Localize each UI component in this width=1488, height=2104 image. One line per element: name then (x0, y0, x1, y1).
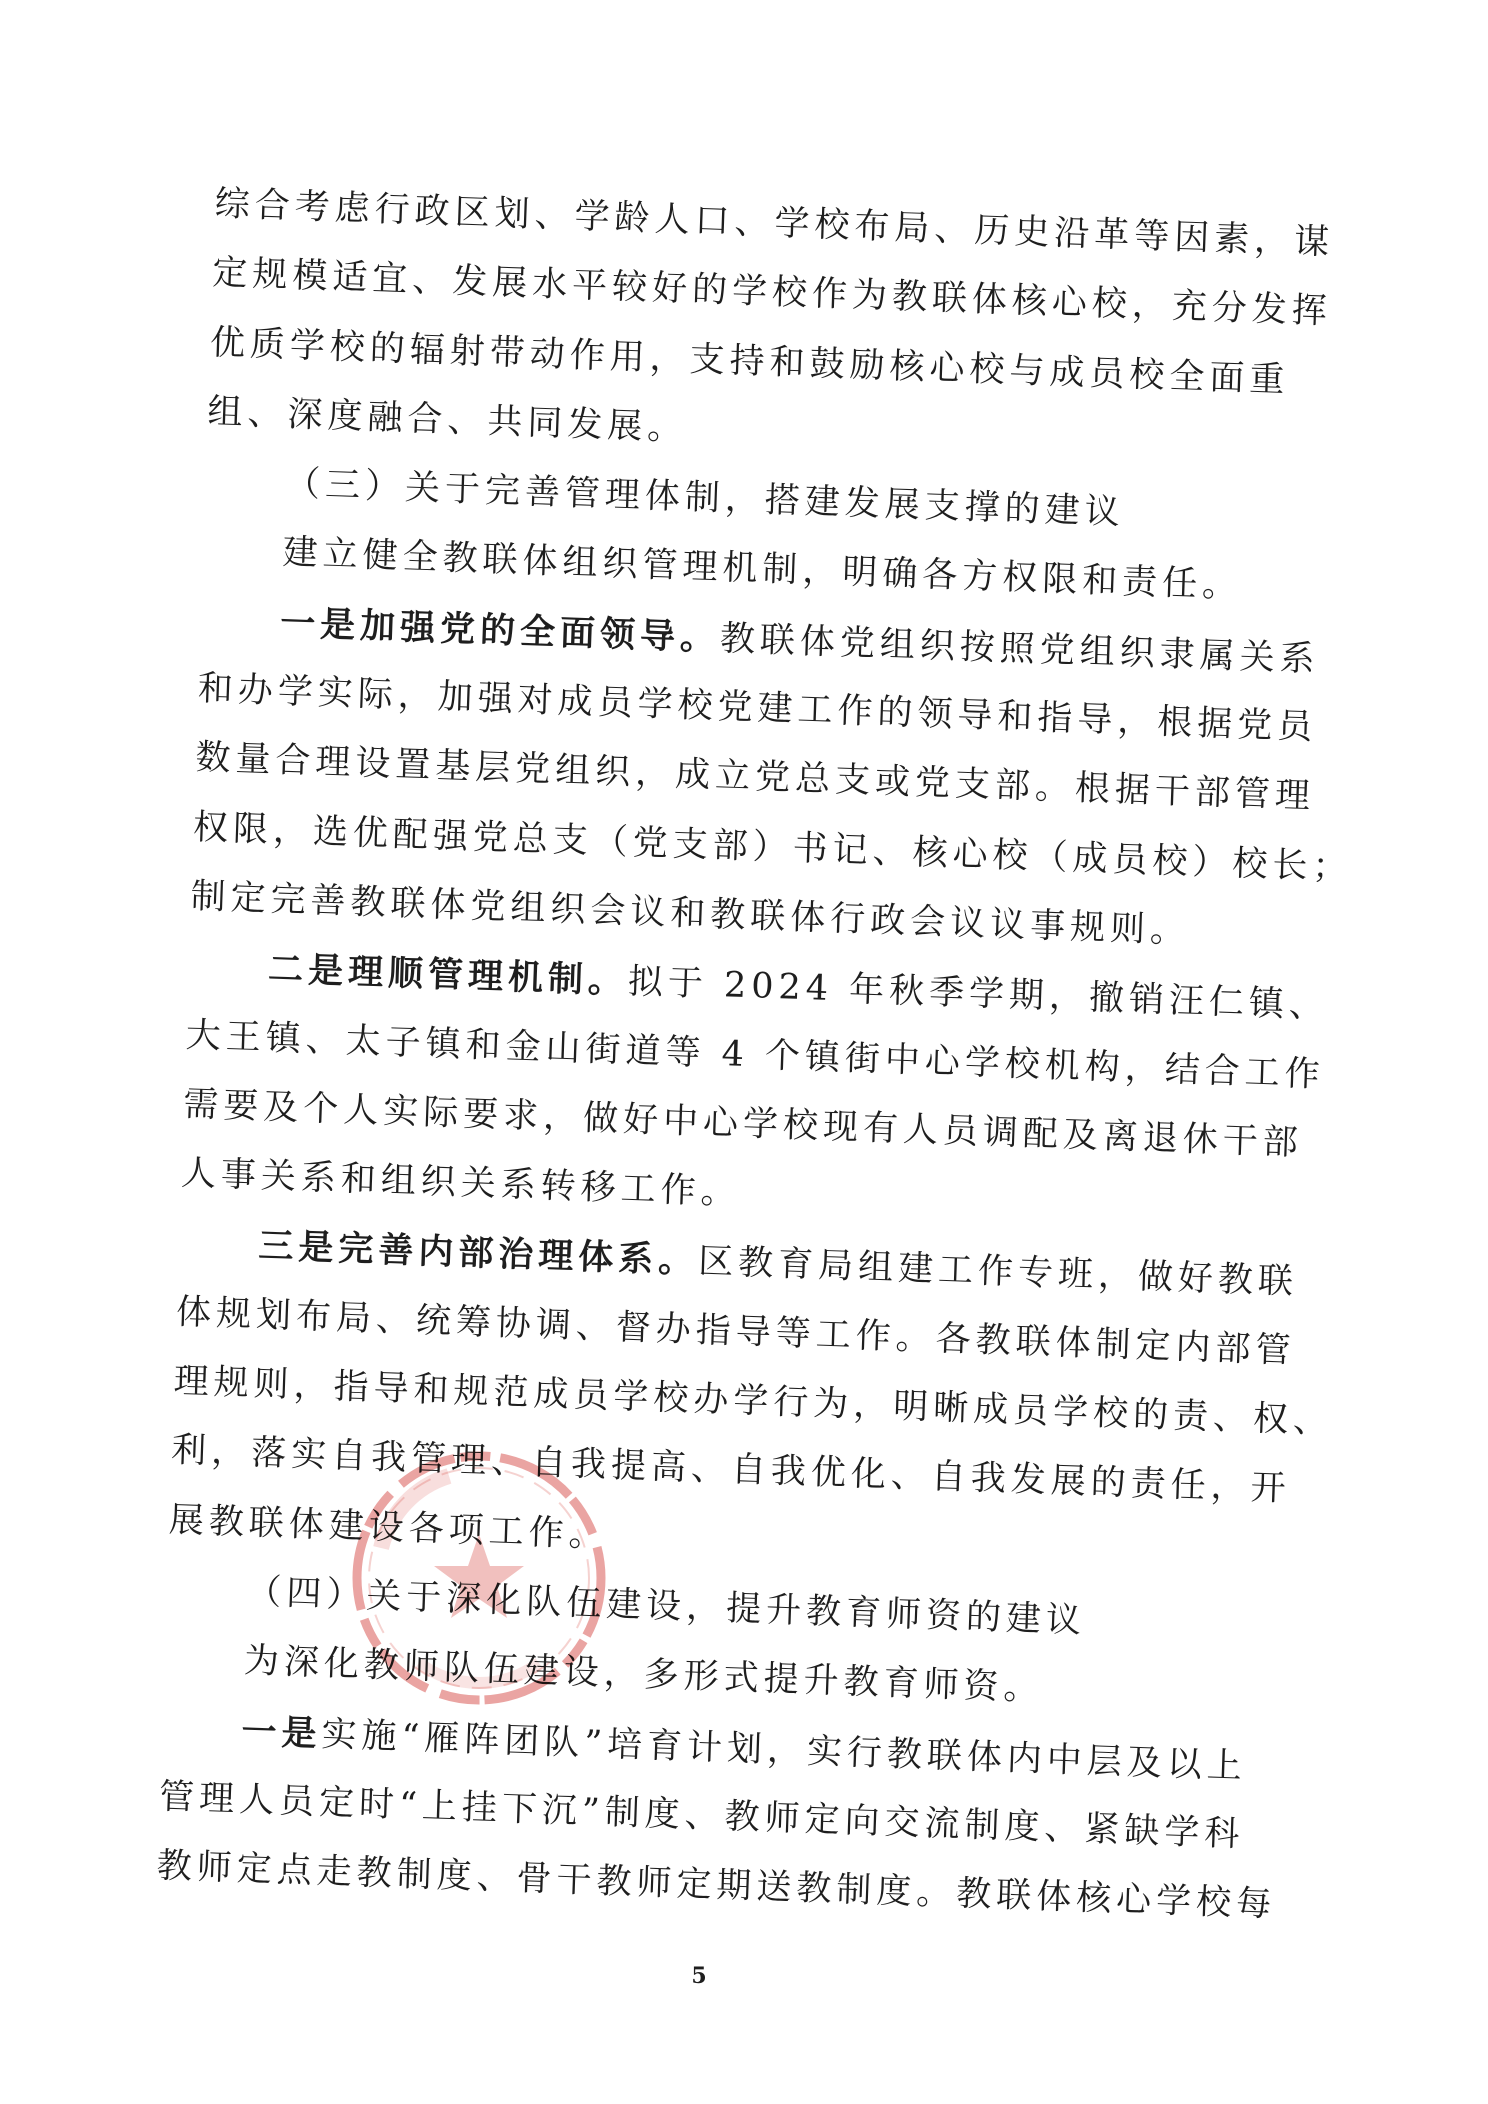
section-intro: 为深化教师队伍建设，多形式提升教育师资。 (243, 1641, 1045, 1710)
paragraph-line: 数量合理设置基层党组织，成立党总支或党支部。根据干部管理 (194, 738, 1316, 818)
paragraph-line: 利，落实自我管理、自我提高、自我优化、自我发展的责任，开 (170, 1430, 1292, 1510)
item-text: 拟于 2024 年秋季学期，撤销汪仁镇、 (627, 962, 1330, 1027)
paragraph-line: 教师定点走教制度、骨干教师定期送教制度。教联体核心学校每 (156, 1846, 1277, 1926)
paragraph-line: 体规划布局、统筹协调、督办指导等工作。各教联体制定内部管 (175, 1292, 1297, 1372)
item-lead: 一是加强党的全面领导。 (279, 602, 721, 659)
item-text: 实施“雁阵团队”培育计划，实行教联体内中层及以上 (320, 1714, 1248, 1787)
paragraph-line: 大王镇、太子镇和金山街道等 4 个镇街中心学校机构，结合工作 (185, 1015, 1326, 1095)
item-text: 教联体党组织按照党组织隶属关系 (719, 618, 1321, 680)
section-intro: 建立健全教联体组织管理机制，明确各方权限和责任。 (281, 533, 1243, 607)
paragraph-line: 需要及个人实际要求，做好中心学校现有人员调配及离退休干部 (182, 1084, 1304, 1164)
item-lead: 三是完善内部治理体系。 (257, 1225, 699, 1282)
body-text (156, 170, 1416, 1943)
paragraph-line: 和办学实际，加强对成员学校党建工作的领导和指导，根据党员 (197, 668, 1318, 748)
item-text: 区教育局组建工作专班，做好教联 (697, 1241, 1299, 1303)
paragraph-line: 组、深度融合、共同发展。 (206, 391, 688, 449)
paragraph-line: 制定完善教联体党组织会议和教联体行政会议议事规则。 (189, 876, 1191, 952)
section-heading: （三）关于完善管理体制，搭建发展支撑的建议 (284, 463, 1126, 534)
paragraph-line: 综合考虑行政区划、学龄人口、学校布局、历史沿革等因素，谋 (214, 183, 1335, 264)
paragraph-line: 权限，选优配强党总支（党支部）书记、核心校（成员校）校长； (192, 807, 1354, 888)
paragraph-line: 管理人员定时“上挂下沉”制度、教师定向交流制度、紧缺学科 (158, 1776, 1246, 1855)
paragraph-line: 人事关系和组织关系转移工作。 (180, 1153, 742, 1214)
item-lead: 二是理顺管理机制。 (267, 948, 629, 1003)
paragraph-line: 理规则，指导和规范成员学校办学行为，明晰成员学校的责、权、 (173, 1361, 1334, 1442)
paragraph-line: 优质学校的辐射带动作用，支持和鼓励核心校与成员校全面重 (209, 322, 1291, 401)
paragraph-line: 展教联体建设各项工作。 (168, 1499, 610, 1556)
paragraph-line: 定规模适宜、发展水平较好的学校作为教联体核心校，充分发挥 (211, 253, 1333, 333)
section-heading: （四）关于深化队伍建设，提升教育师资的建议 (245, 1571, 1087, 1642)
page-number: 5 (691, 1963, 707, 1989)
item-lead: 一是 (240, 1710, 323, 1755)
